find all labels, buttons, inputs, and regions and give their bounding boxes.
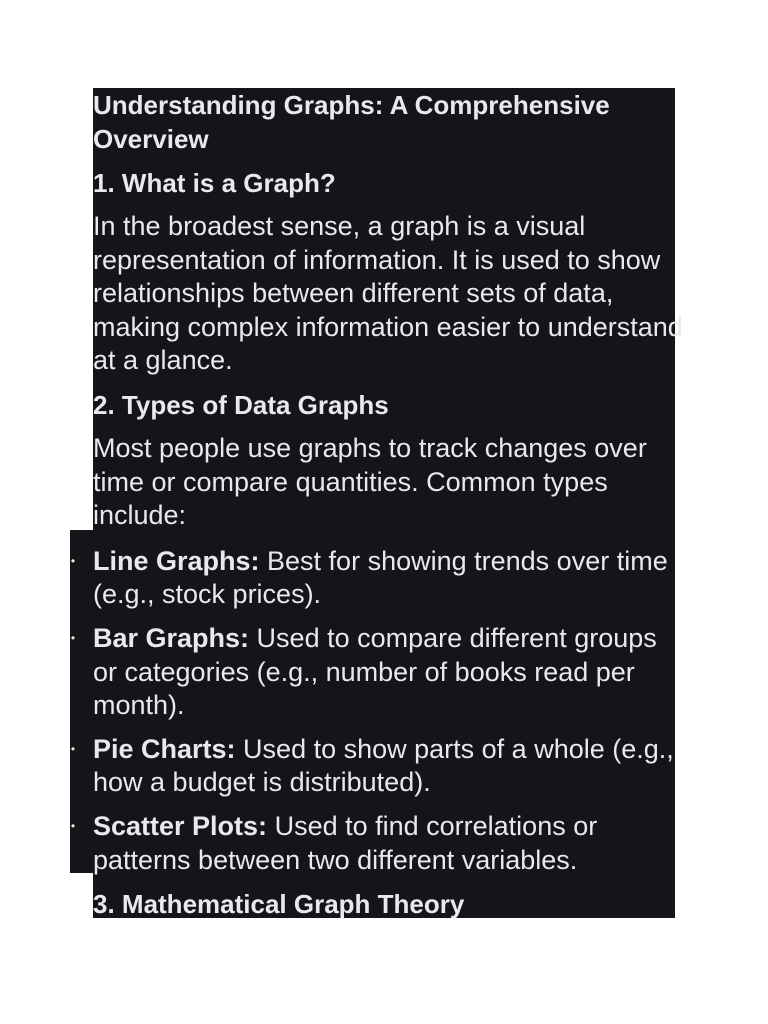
list-item-text: Best for showing trends over time (e.g., stock prices). (93, 545, 668, 610)
graph-types-list (70, 545, 683, 877)
section-heading-types-of-graphs: 2. Types of Data Graphs (93, 389, 389, 420)
bullet-icon: • (70, 553, 76, 568)
list-item-text: Used to show parts of a whole (e.g., how a budget is distributed). (93, 733, 674, 798)
list-item-text: Used to find correlations or patterns between two different variables. (93, 810, 598, 875)
list-item-text: Used to compare different groups or categories (e.g., number of books read per month). (93, 622, 657, 721)
list-item (70, 810, 683, 877)
section-heading-what-is-graph: 1. What is a Graph? (93, 168, 336, 198)
list-item-term: Bar Graphs: (93, 622, 250, 653)
section-paragraph-what-is-graph: In the broadest sense, a graph is a visual representation of information. It is used to show relationships between different sets of data, making complex information easier to understand at a glance. (93, 211, 683, 376)
document-content (70, 88, 683, 921)
list-item (70, 733, 683, 800)
section-paragraph-types-of-graphs: Most people use graphs to track changes over time or compare quantities. Common types include: (93, 432, 647, 531)
list-item (70, 545, 683, 612)
list-item-term: Line Graphs: (93, 545, 260, 576)
section-heading-graph-theory: 3. Mathematical Graph Theory (93, 889, 465, 920)
list-item-term: Scatter Plots: (93, 810, 268, 841)
bullet-icon: • (70, 818, 76, 833)
bullet-icon: • (70, 630, 76, 645)
bullet-icon: • (70, 741, 76, 756)
document-title: Understanding Graphs: A Comprehensive Overview (93, 90, 610, 154)
list-item (70, 622, 683, 723)
list-item-term: Pie Charts: (93, 733, 236, 764)
